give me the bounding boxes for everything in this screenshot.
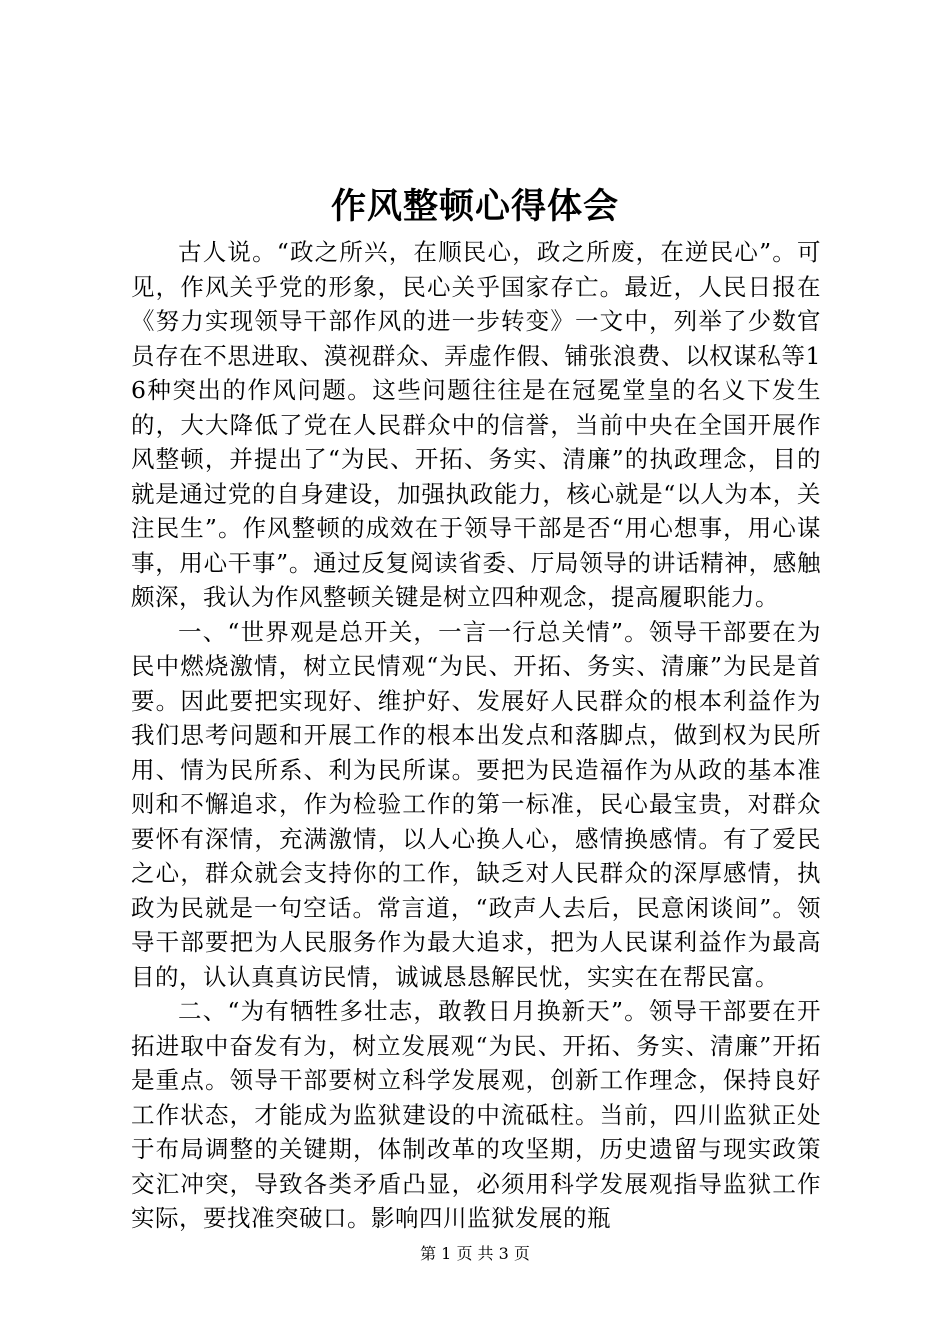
paragraph-section-2: 二、“为有牺牲多壮志，敢教日月换新天”。领导干部要在开拓进取中奋发有为，树立发展观“为民、开拓、务实、清廉”开拓是重点。领导干部要树立科学发展观，创新工作理念，保持良好工作状态，才能成为监狱建设的中流砥柱。当前，四川监狱正处于布局调整的关键期，体制改革的攻坚期，历史遗留与现实政策交汇冲突，导致各类矛盾凸显，必须用科学发展观指导监狱工作实际，要找准突破口。影响四川监狱发展的瓶 [131, 997, 821, 1232]
paragraph-section-1: 一、“世界观是总开关，一言一行总关情”。领导干部要在为民中燃烧激情，树立民情观“为民、开拓、务实、清廉”为民是首要。因此要把实现好、维护好、发展好人民群众的根本利益作为我们思考问题和开展工作的根本出发点和落脚点，做到权为民所用、情为民所系、利为民所谋。要把为民造福作为从政的基本准则和不懈追求，作为检验工作的第一标准，民心最宝贵，对群众要怀有深情，充满激情，以人心换人心，感情换感情。有了爱民之心，群众就会支持你的工作，缺乏对人民群众的深厚感情，执政为民就是一句空话。常言道，“政声人去后，民意闲谈间”。领导干部要把为人民服务作为最大追求，把为人民谋利益作为最高目的，认认真真访民情，诚诚恳恳解民忧，实实在在帮民富。 [131, 617, 821, 991]
page-number-footer: 第 1 页 共 3 页 [420, 1244, 530, 1263]
paragraph-intro: 古人说。“政之所兴，在顺民心，政之所废，在逆民心”。可见，作风关乎党的形象，民心关乎国家存亡。最近，人民日报在《努力实现领导干部作风的进一步转变》一文中，列举了少数官员存在不思进取、漠视群众、弄虚作假、铺张浪费、以权谋私等16种突出的作风问题。这些问题往往是在冠冕堂皇的名义下发生的，大大降低了党在人民群众中的信誉，当前中央在全国开展作风整顿，并提出了“为民、开拓、务实、清廉”的执政理念，目的就是通过党的自身建设，加强执政能力，核心就是“以人为本，关注民生”。作风整顿的成效在于领导干部是否“用心想事，用心谋事，用心干事”。通过反复阅读省委、厅局领导的讲话精神，感触颇深，我认为作风整顿关键是树立四种观念，提高履职能力。 [131, 238, 821, 611]
document-body [131, 235, 821, 1236]
document-title: 作风整顿心得体会 [330, 186, 619, 227]
